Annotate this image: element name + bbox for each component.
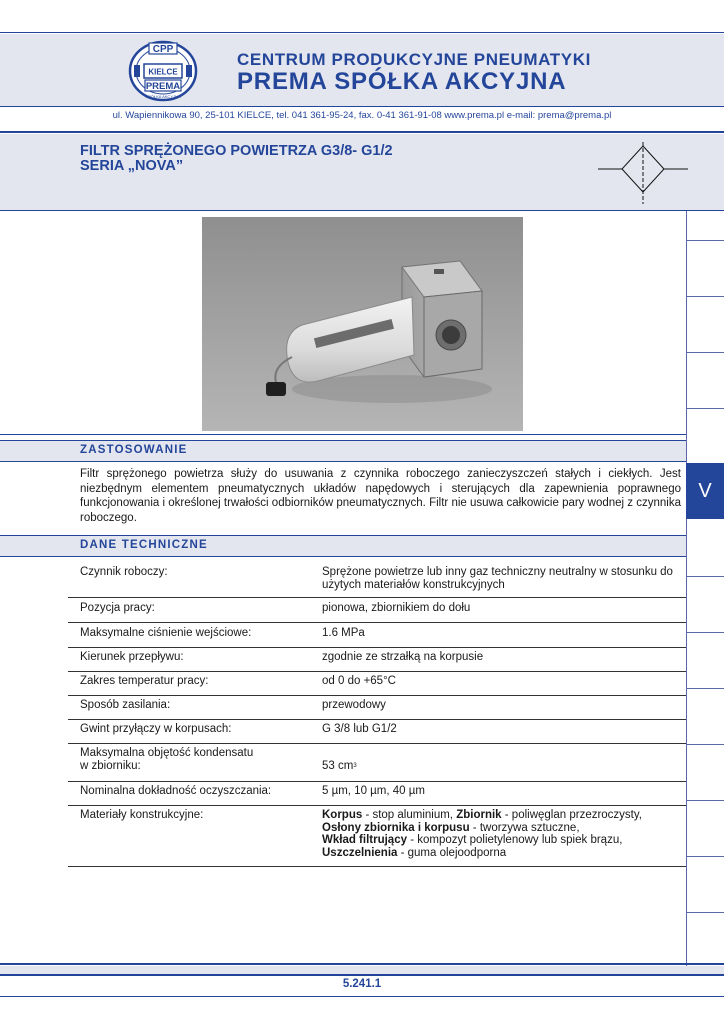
footer-rule (0, 996, 724, 997)
usage-description: Filtr sprężonego powietrza służy do usuwania z czynnika roboczego zanieczyszczeń stałych i ciekłych. Jest niezbędnym elementem pneumatycznych układów napędowych i sterujących dla zapewnienia poprawnego funkcjonowania i określonej trwałości odbiorników pneumatycznych. Filtr nie usuwa całkowicie pary wodnej z czynnika roboczego. (80, 468, 681, 524)
tab-divider (686, 632, 724, 633)
usage-heading: ZASTOSOWANIE (80, 444, 188, 456)
logo-top-text: CPP (152, 44, 174, 55)
product-photo (202, 217, 523, 431)
page-number: 5.241.1 (342, 978, 382, 990)
table-row (68, 781, 686, 806)
logo-middle-text: KIELCE (148, 67, 178, 77)
volume-value: 53 cm (322, 760, 354, 772)
row-label-line2: w zbiorniku: (80, 759, 141, 772)
footer-rule (0, 963, 724, 965)
row-label: Gwint przyłączy w korpusach: (80, 723, 232, 735)
row-value (322, 760, 682, 773)
tab-divider (686, 912, 724, 913)
row-label: Materiały konstrukcyjne: (80, 809, 204, 821)
tab-divider (686, 296, 724, 297)
row-label: Czynnik roboczy: (80, 566, 168, 578)
row-label: Kierunek przepływu: (80, 651, 184, 663)
photo-bottom-rule (0, 434, 686, 435)
table-row (68, 623, 686, 648)
row-label: Nominalna dokładność oczyszczania: (80, 785, 272, 797)
row-value: zgodnie ze strzałką na korpusie (322, 651, 484, 663)
material-line: Uszczelnienia - guma olejoodporna (322, 846, 507, 859)
tab-divider (686, 240, 724, 241)
row-label: Maksymalne ciśnienie wejściowe: (80, 627, 252, 639)
table-row (68, 647, 686, 672)
tab-divider (686, 576, 724, 577)
table-row (68, 806, 686, 867)
row-value: od 0 do +65°C (322, 675, 396, 687)
section-tab-v: V (686, 463, 724, 519)
row-label: Zakres temperatur pracy: (80, 675, 209, 687)
logo-bottom-text: PREMA (145, 81, 181, 92)
footer-band (0, 966, 724, 974)
table-row (68, 557, 686, 598)
tab-divider (686, 744, 724, 745)
header-rule (0, 106, 724, 107)
tab-divider (686, 352, 724, 353)
volume-unit-exponent: 3 (353, 763, 357, 769)
material-line: Wkład filtrujący - kompozyt polietylenowy lub spiek brązu, (322, 834, 623, 846)
tech-section-header (0, 535, 686, 557)
right-column-divider (686, 211, 687, 967)
tab-divider (686, 408, 724, 409)
materials-list (322, 809, 682, 859)
filter-symbol-icon (598, 140, 688, 206)
table-row (68, 695, 686, 720)
table-row (68, 719, 686, 744)
company-name-line1: CENTRUM PRODUKCYJNE PNEUMATYKI (237, 50, 591, 69)
row-label-line1: Maksymalna objętość kondensatu (80, 747, 254, 759)
row-label (80, 747, 253, 772)
row-label: Pozycja pracy: (80, 602, 155, 614)
material-line: Korpus - stop aluminium, Zbiornik - poliwęglan przezroczysty, (322, 809, 642, 821)
tab-divider (686, 800, 724, 801)
table-row (68, 743, 686, 782)
company-address: ul. Wapiennikowa 90, 25-101 KIELCE, tel. 041 361-95-24, fax. 0-41 361-91-08 www.prema.pl e-mail: prema@prema.pl (112, 110, 612, 121)
title-bottom-rule (0, 210, 724, 211)
tab-divider (686, 688, 724, 689)
top-rule (0, 32, 724, 33)
title-top-rule (0, 131, 724, 133)
row-value: 1.6 MPa (322, 627, 365, 639)
tech-heading: DANE TECHNICZNE (80, 539, 208, 551)
row-value: 5 µm, 10 µm, 40 µm (322, 785, 425, 797)
company-logo (128, 40, 198, 102)
product-series: SERIA „NOVA” (80, 158, 184, 174)
table-row (68, 671, 686, 696)
row-value: pionowa, zbiornikiem do dołu (322, 602, 471, 614)
logo-arc-text: SPÓŁKA AKCYJNA (145, 94, 181, 99)
usage-section-header (0, 440, 686, 462)
product-title: FILTR SPRĘŻONEGO POWIETRZA G3/8- G1/2 (80, 143, 393, 159)
material-line: Osłony zbiornika i korpusu - tworzywa sztuczne, (322, 821, 580, 834)
table-row (68, 598, 686, 623)
row-label: Sposób zasilania: (80, 699, 171, 711)
footer-rule (0, 974, 724, 976)
row-value: G 3/8 lub G1/2 (322, 723, 397, 735)
row-value: przewodowy (322, 699, 386, 711)
row-value: Sprężone powietrze lub inny gaz techniczny neutralny w stosunku do użytych materiałów konstrukcyjnych (322, 566, 673, 591)
tab-divider (686, 856, 724, 857)
company-name-line2: PREMA SPÓŁKA AKCYJNA (237, 68, 567, 95)
